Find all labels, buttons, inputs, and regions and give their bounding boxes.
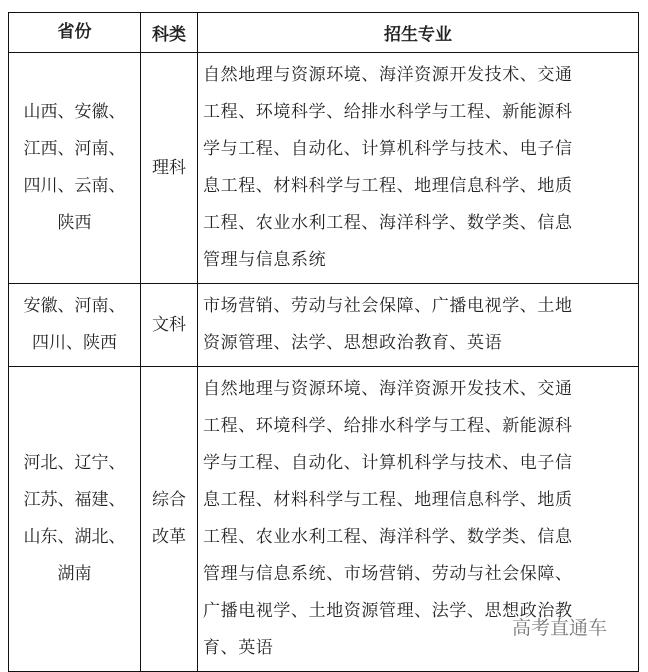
majors-cell-line: 管理与信息系统: [203, 250, 327, 270]
table-row: [9, 284, 639, 367]
category-cell: [141, 367, 198, 672]
province-cell-line: 四川、陕西: [32, 333, 117, 353]
province-cell-line: 河北、辽宁、: [23, 453, 126, 473]
province-cell: [9, 367, 141, 672]
majors-cell-line: 广播电视学、土地资源管理、法学、思想政治教: [203, 601, 573, 621]
majors-cell-line: 息工程、材料科学与工程、地理信息科学、地质: [203, 176, 573, 196]
table-row: [9, 53, 639, 284]
header-category: 科类: [141, 13, 198, 53]
province-cell-line: 湖南: [57, 564, 92, 584]
majors-cell-line: 息工程、材料科学与工程、地理信息科学、地质: [203, 490, 573, 510]
majors-cell-line: 工程、农业水利工程、海洋科学、数学类、信息: [203, 213, 573, 233]
majors-cell-line: 市场营销、劳动与社会保障、广播电视学、土地: [203, 296, 573, 316]
category-text: 综合改革: [151, 490, 186, 547]
province-cell-line: 山东、湖北、: [23, 527, 126, 547]
province-cell: [9, 53, 141, 284]
majors-cell-line: 工程、环境科学、给排水科学与工程、新能源科: [203, 102, 573, 122]
province-cell-line: 江西、河南、: [23, 139, 126, 159]
province-cell-line: 四川、云南、: [23, 176, 126, 196]
province-cell-line: 山西、安徽、: [23, 102, 126, 122]
majors-cell-line: 资源管理、法学、思想政治教育、英语: [203, 333, 503, 353]
watermark: 高考直通车: [512, 617, 608, 639]
majors-cell-line: 学与工程、自动化、计算机科学与技术、电子信: [203, 453, 573, 473]
majors-cell: [198, 284, 639, 367]
majors-cell-line: 管理与信息系统、市场营销、劳动与社会保障、: [203, 564, 573, 584]
province-cell: [9, 284, 141, 367]
majors-cell: [198, 53, 639, 284]
majors-cell-line: 工程、环境科学、给排水科学与工程、新能源科: [203, 416, 573, 436]
majors-cell-line: 工程、农业水利工程、海洋科学、数学类、信息: [203, 527, 573, 547]
majors-cell-line: 自然地理与资源环境、海洋资源开发技术、交通: [203, 65, 573, 85]
province-cell-line: 江苏、福建、: [23, 490, 126, 510]
category-text: 理科: [151, 157, 186, 178]
majors-cell-line: 育、英语: [203, 638, 274, 658]
category-text: 文科: [151, 314, 186, 335]
admissions-table: [8, 12, 639, 672]
header-majors: 招生专业: [198, 13, 639, 53]
majors-cell-line: 自然地理与资源环境、海洋资源开发技术、交通: [203, 379, 573, 399]
province-cell-line: 陕西: [57, 213, 92, 233]
category-cell: [141, 53, 198, 284]
province-cell-line: 安徽、河南、: [23, 296, 126, 316]
header-province: 省份: [9, 13, 141, 53]
category-cell: [141, 284, 198, 367]
header-row: [9, 13, 639, 53]
majors-cell-line: 学与工程、自动化、计算机科学与技术、电子信: [203, 139, 573, 159]
